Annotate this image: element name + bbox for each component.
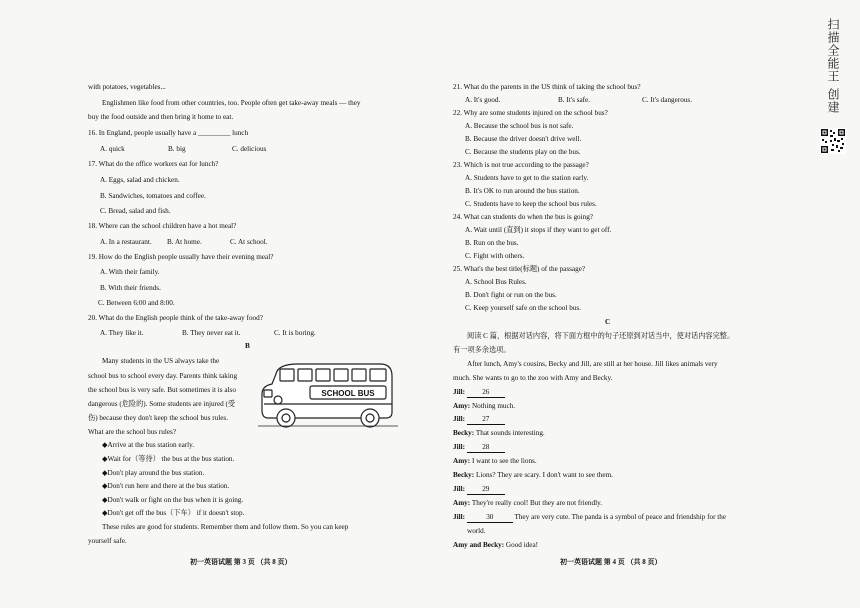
question-18: 18. Where can the school children have a hot meal? [88, 222, 237, 230]
rule-1: ◆Arrive at the bus station early. [102, 441, 195, 449]
q20-option-b: B. They never eat it. [182, 329, 241, 337]
dialog-line-amy-1 [453, 402, 515, 411]
dialog-line-becky-1 [453, 429, 545, 438]
q19-option-b: B. With their friends. [100, 284, 161, 292]
q21-option-b: B. It's safe. [558, 96, 591, 104]
speaker-jill: Jill: [453, 513, 465, 521]
q20-option-a: A. They like it. [100, 329, 144, 337]
q16-option-a: A. quick [100, 145, 125, 153]
q22-option-c: C. Because the students play on the bus. [465, 148, 581, 156]
dialog-line-amy-2 [453, 457, 537, 466]
passage-b-line-1: Many students in the US always take the [102, 357, 220, 365]
rule-4: ◆Don't run here and there at the bus station. [102, 482, 230, 490]
closing-line-1: These rules are good for students. Remember them and follow them. So you can keep [102, 523, 349, 531]
right-page-footer: 初一英语试题 第 4 页 （共 8 页） [560, 558, 662, 566]
closing-line-2: yourself safe. [88, 537, 127, 545]
q25-option-b: B. Don't fight or run on the bus. [465, 291, 557, 299]
q17-option-a: A. Eggs, salad and chicken. [100, 176, 180, 184]
passage-b-line-6: What are the school bus rules? [88, 428, 177, 436]
q24-option-c: C. Fight with others. [465, 252, 525, 260]
q23-option-c: C. Students have to keep the school bus rules. [465, 200, 597, 208]
left-page-footer: 初一英语试题 第 3 页 （共 8 页） [190, 558, 292, 566]
q23-option-a: A. Students have to get to the station early. [465, 174, 589, 182]
answer-blank-27[interactable]: 27 [467, 415, 505, 425]
passage-b-line-3: the school bus is very safe. But sometimes it is also [88, 386, 236, 394]
question-24: 24. What can students do when the bus is going? [453, 213, 594, 221]
bus-label: SCHOOL BUS [321, 389, 375, 398]
q19-option-c: C. Between 6:00 and 8:00. [98, 299, 175, 307]
dialog-text: Good idea! [505, 541, 539, 549]
speaker-amy: Amy: [453, 457, 471, 465]
passage-b-line-4: dangerous (危险的). Some students are injured (受 [88, 400, 236, 408]
section-c-heading: C [605, 318, 611, 326]
dialog-line-amy-becky [453, 541, 538, 550]
q18-option-a: A. In a restaurant. [100, 238, 152, 246]
q22-option-a: A. Because the school bus is not safe. [465, 122, 574, 130]
speaker-amy: Amy: [453, 499, 471, 507]
dialog-text: Lions? They are scary. I don't want to see them. [475, 471, 613, 479]
q17-option-c: C. Bread, salad and fish. [100, 207, 171, 215]
passage-b-line-5: 伤) because they don't keep the school bus rules. [88, 414, 229, 422]
scanner-watermark-text: 扫描全能王 创建 [826, 18, 840, 114]
speaker-becky: Becky: [453, 471, 475, 479]
dialog-line-amy-3 [453, 499, 602, 508]
q18-option-c: C. At school. [230, 238, 268, 246]
speaker-jill: Jill: [453, 388, 465, 396]
q22-option-b: B. Because the driver doesn't drive well. [465, 135, 582, 143]
rule-5: ◆Don't walk or fight on the bus when it is going. [102, 496, 244, 504]
answer-blank-26[interactable]: 26 [467, 388, 505, 398]
dialog-line-27 [453, 415, 505, 425]
dialog-line-becky-2 [453, 471, 613, 480]
q19-option-a: A. With their family. [100, 268, 160, 276]
question-22: 22. Why are some students injured on the school bus? [453, 109, 608, 117]
q21-option-c: C. It's dangerous. [642, 96, 693, 104]
story-line-1: After lunch, Amy's cousins, Becky and Jill, are still at her house. Jill likes animals very [467, 360, 718, 368]
q23-option-b: B. It's OK to run around the bus station. [465, 187, 580, 195]
q20-option-c: C. It is boring. [274, 329, 316, 337]
dialog-text: That sounds interesting. [475, 429, 545, 437]
speaker-becky: Becky: [453, 429, 475, 437]
q24-option-a: A. Wait until (直到) it stops if they want to get off. [465, 226, 612, 234]
q21-option-a: A. It's good. [465, 96, 501, 104]
passage-b-line-2: school bus to school every day. Parents think taking [88, 372, 238, 380]
speaker-amy-and-becky: Amy and Becky: [453, 541, 505, 549]
question-20: 20. What do the English people think of the take-away food? [88, 314, 263, 322]
question-16: 16. In England, people usually have a _________ lunch [88, 129, 249, 137]
q17-option-b: B. Sandwiches, tomatoes and coffee. [100, 192, 206, 200]
section-b-heading: B [245, 342, 250, 350]
instruction-line-1: 阅读 C 篇，根据对话内容，将下面方框中的句子还原到对话当中，使对话内容完整。 [467, 332, 735, 340]
dialog-line-29 [453, 485, 505, 495]
speaker-amy: Amy: [453, 402, 471, 410]
question-25: 25. What's the best title(标题) of the passage? [453, 265, 586, 273]
intro-line-1: with potatoes, vegetables... [88, 83, 166, 91]
answer-blank-30[interactable]: 30 [467, 513, 513, 523]
speaker-jill: Jill: [453, 485, 465, 493]
rule-2: ◆Wait for（等待） the bus at the bus station. [102, 455, 235, 463]
dialog-text: Nothing much. [471, 402, 516, 410]
speaker-jill: Jill: [453, 415, 465, 423]
intro-line-3: buy the food outside and then bring it home to eat. [88, 113, 234, 121]
dialog-text: They are very cute. The panda is a symbol of peace and friendship for the [514, 513, 727, 521]
speaker-jill: Jill: [453, 443, 465, 451]
answer-blank-29[interactable]: 29 [467, 485, 505, 495]
q16-option-c: C. delicious [232, 145, 267, 153]
dialog-line-26 [453, 388, 505, 398]
school-bus-illustration [258, 360, 398, 430]
dialog-line-28 [453, 443, 505, 453]
dialog-text: They're really cool! But they are not friendly. [471, 499, 602, 507]
dialog-line-30-cont: world. [467, 527, 486, 535]
qr-code-icon [820, 128, 846, 154]
question-23: 23. Which is not true according to the passage? [453, 161, 589, 169]
q24-option-b: B. Run on the bus. [465, 239, 519, 247]
q16-option-b: B. big [168, 145, 186, 153]
question-19: 19. How do the English people usually have their evening meal? [88, 253, 274, 261]
rule-3: ◆Don't play around the bus station. [102, 469, 205, 477]
question-21: 21. What do the parents in the US think of taking the school bus? [453, 83, 641, 91]
q25-option-a: A. School Bus Rules. [465, 278, 527, 286]
question-17: 17. What do the office workers eat for lunch? [88, 160, 219, 168]
intro-line-2: Englishmen like food from other countries, too. People often get take-away meals — they [102, 99, 361, 107]
story-line-2: much. She wants to go to the zoo with Amy and Becky. [453, 374, 613, 382]
instruction-line-2: 有一项多余选项。 [453, 346, 511, 354]
dialog-line-30 [453, 513, 726, 523]
q25-option-c: C. Keep yourself safe on the school bus. [465, 304, 581, 312]
dialog-text: I want to see the lions. [471, 457, 537, 465]
q18-option-b: B. At home. [167, 238, 202, 246]
answer-blank-28[interactable]: 28 [467, 443, 505, 453]
rule-6: ◆Don't get off the bus（下车） if it doesn't stop. [102, 509, 245, 517]
